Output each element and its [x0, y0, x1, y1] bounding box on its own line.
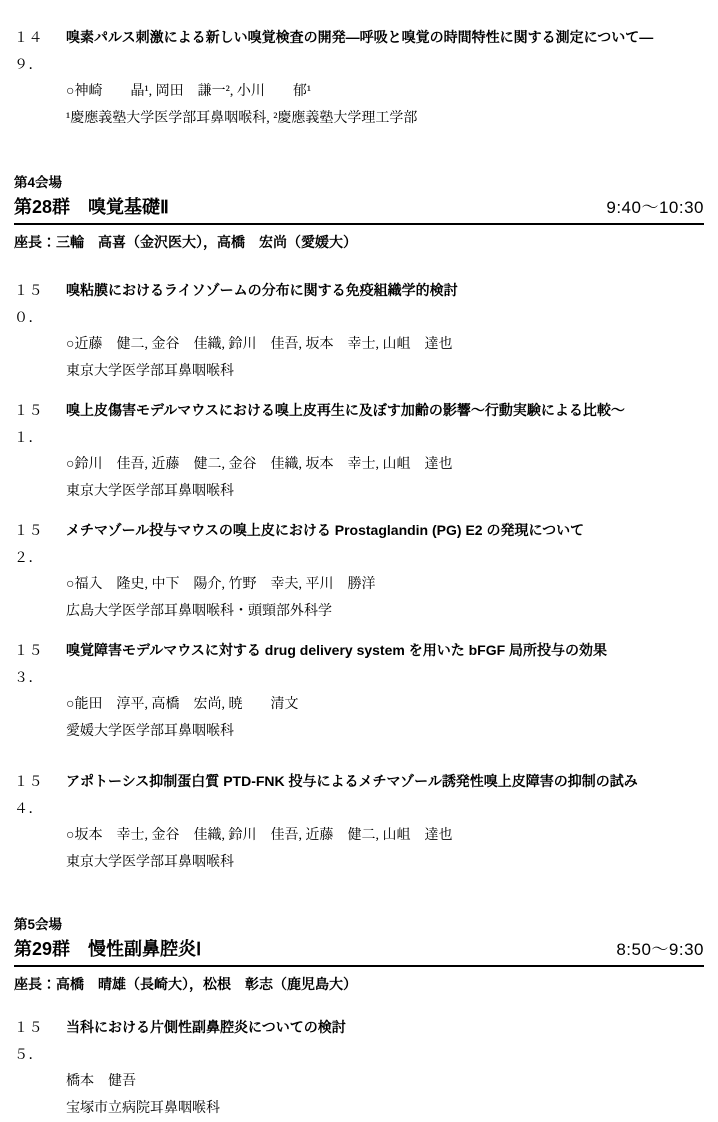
item-title: メチマゾール投与マウスの嗅上皮における Prostaglandin (PG) E2 の発現について: [66, 522, 585, 538]
session-title: 第28群 嗅覚基礎Ⅱ: [14, 197, 169, 217]
session-header: [14, 195, 704, 225]
program-item: [14, 517, 704, 625]
session-time: 9:40～10:30: [606, 198, 704, 217]
item-number: １５１．: [14, 402, 43, 445]
item-title-row: [14, 397, 704, 451]
item-affiliation: 愛媛大学医学部耳鼻咽喉科: [66, 724, 234, 739]
venue-label: 第5会場: [14, 917, 63, 932]
item-authors: ○近藤 健二, 金谷 佳織, 鈴川 佳吾, 坂本 幸士, 山岨 達也: [66, 337, 453, 352]
item-title-row: [14, 277, 704, 331]
item-title: 嗅上皮傷害モデルマウスにおける嗅上皮再生に及ぼす加齢の影響～行動実験による比較～: [66, 402, 625, 418]
program-item: [14, 277, 704, 385]
program-item: [14, 397, 704, 505]
chair-label: 座長：三輪 高喜（金沢医大），高橋 宏尚（愛媛大）: [14, 234, 357, 250]
chair-label: 座長：高橋 晴雄（長崎大），松根 彰志（鹿児島大）: [14, 976, 357, 992]
item-title: 嗅粘膜におけるライソゾームの分布に関する免疫組織学的検討: [66, 282, 458, 298]
item-title-row: [14, 637, 704, 691]
item-number: １５０．: [14, 282, 43, 325]
item-number: １５３．: [14, 642, 43, 685]
session-time: 8:50～9:30: [616, 940, 704, 959]
program-item: [14, 24, 704, 132]
item-authors: ○坂本 幸士, 金谷 佳織, 鈴川 佳吾, 近藤 健二, 山岨 達也: [66, 828, 453, 843]
item-authors: ○神崎 晶¹, 岡田 謙一², 小川 郁¹: [66, 84, 312, 99]
item-title: 当科における片側性副鼻腔炎についての検討: [66, 1019, 346, 1035]
item-title: アポトーシス抑制蛋白質 PTD-FNK 投与によるメチマゾール誘発性嗅上皮障害の抑制の試み: [66, 773, 638, 789]
session-title: 第29群 慢性副鼻腔炎Ⅰ: [14, 939, 202, 959]
program-item: [14, 637, 704, 745]
item-title: 嗅覚障害モデルマウスに対する drug delivery system を用いた bFGF 局所投与の効果: [66, 642, 608, 658]
item-number: １４９．: [14, 29, 43, 72]
item-number: １５２．: [14, 522, 43, 565]
item-affiliation: ¹慶應義塾大学医学部耳鼻咽喉科, ²慶應義塾大学理工学部: [66, 111, 418, 126]
item-authors: ○鈴川 佳吾, 近藤 健二, 金谷 佳織, 坂本 幸士, 山岨 達也: [66, 457, 453, 472]
item-affiliation: 東京大学医学部耳鼻咽喉科: [66, 364, 234, 379]
venue-label: 第4会場: [14, 175, 63, 190]
item-authors: ○能田 淳平, 高橋 宏尚, 暁 清文: [66, 697, 299, 712]
session-header: [14, 937, 704, 967]
item-title: 嗅素パルス刺激による新しい嗅覚検査の開発―呼吸と嗅覚の時間特性に関する測定について―: [66, 29, 654, 45]
item-affiliation: 東京大学医学部耳鼻咽喉科: [66, 484, 234, 499]
item-affiliation: 広島大学医学部耳鼻咽喉科・頭頸部外科学: [66, 604, 332, 619]
item-authors: ○福入 隆史, 中下 陽介, 竹野 幸夫, 平川 勝洋: [66, 577, 376, 592]
item-title-row: [14, 24, 704, 78]
item-number: １５５．: [14, 1019, 43, 1062]
program-item: [14, 1014, 704, 1122]
item-affiliation: 東京大学医学部耳鼻咽喉科: [66, 855, 234, 870]
item-title-row: [14, 768, 704, 822]
item-number: １５４．: [14, 773, 43, 816]
item-authors: 橋本 健吾: [66, 1074, 136, 1089]
item-title-row: [14, 1014, 704, 1068]
item-affiliation: 宝塚市立病院耳鼻咽喉科: [66, 1101, 220, 1116]
program-item: [14, 768, 704, 876]
item-title-row: [14, 517, 704, 571]
